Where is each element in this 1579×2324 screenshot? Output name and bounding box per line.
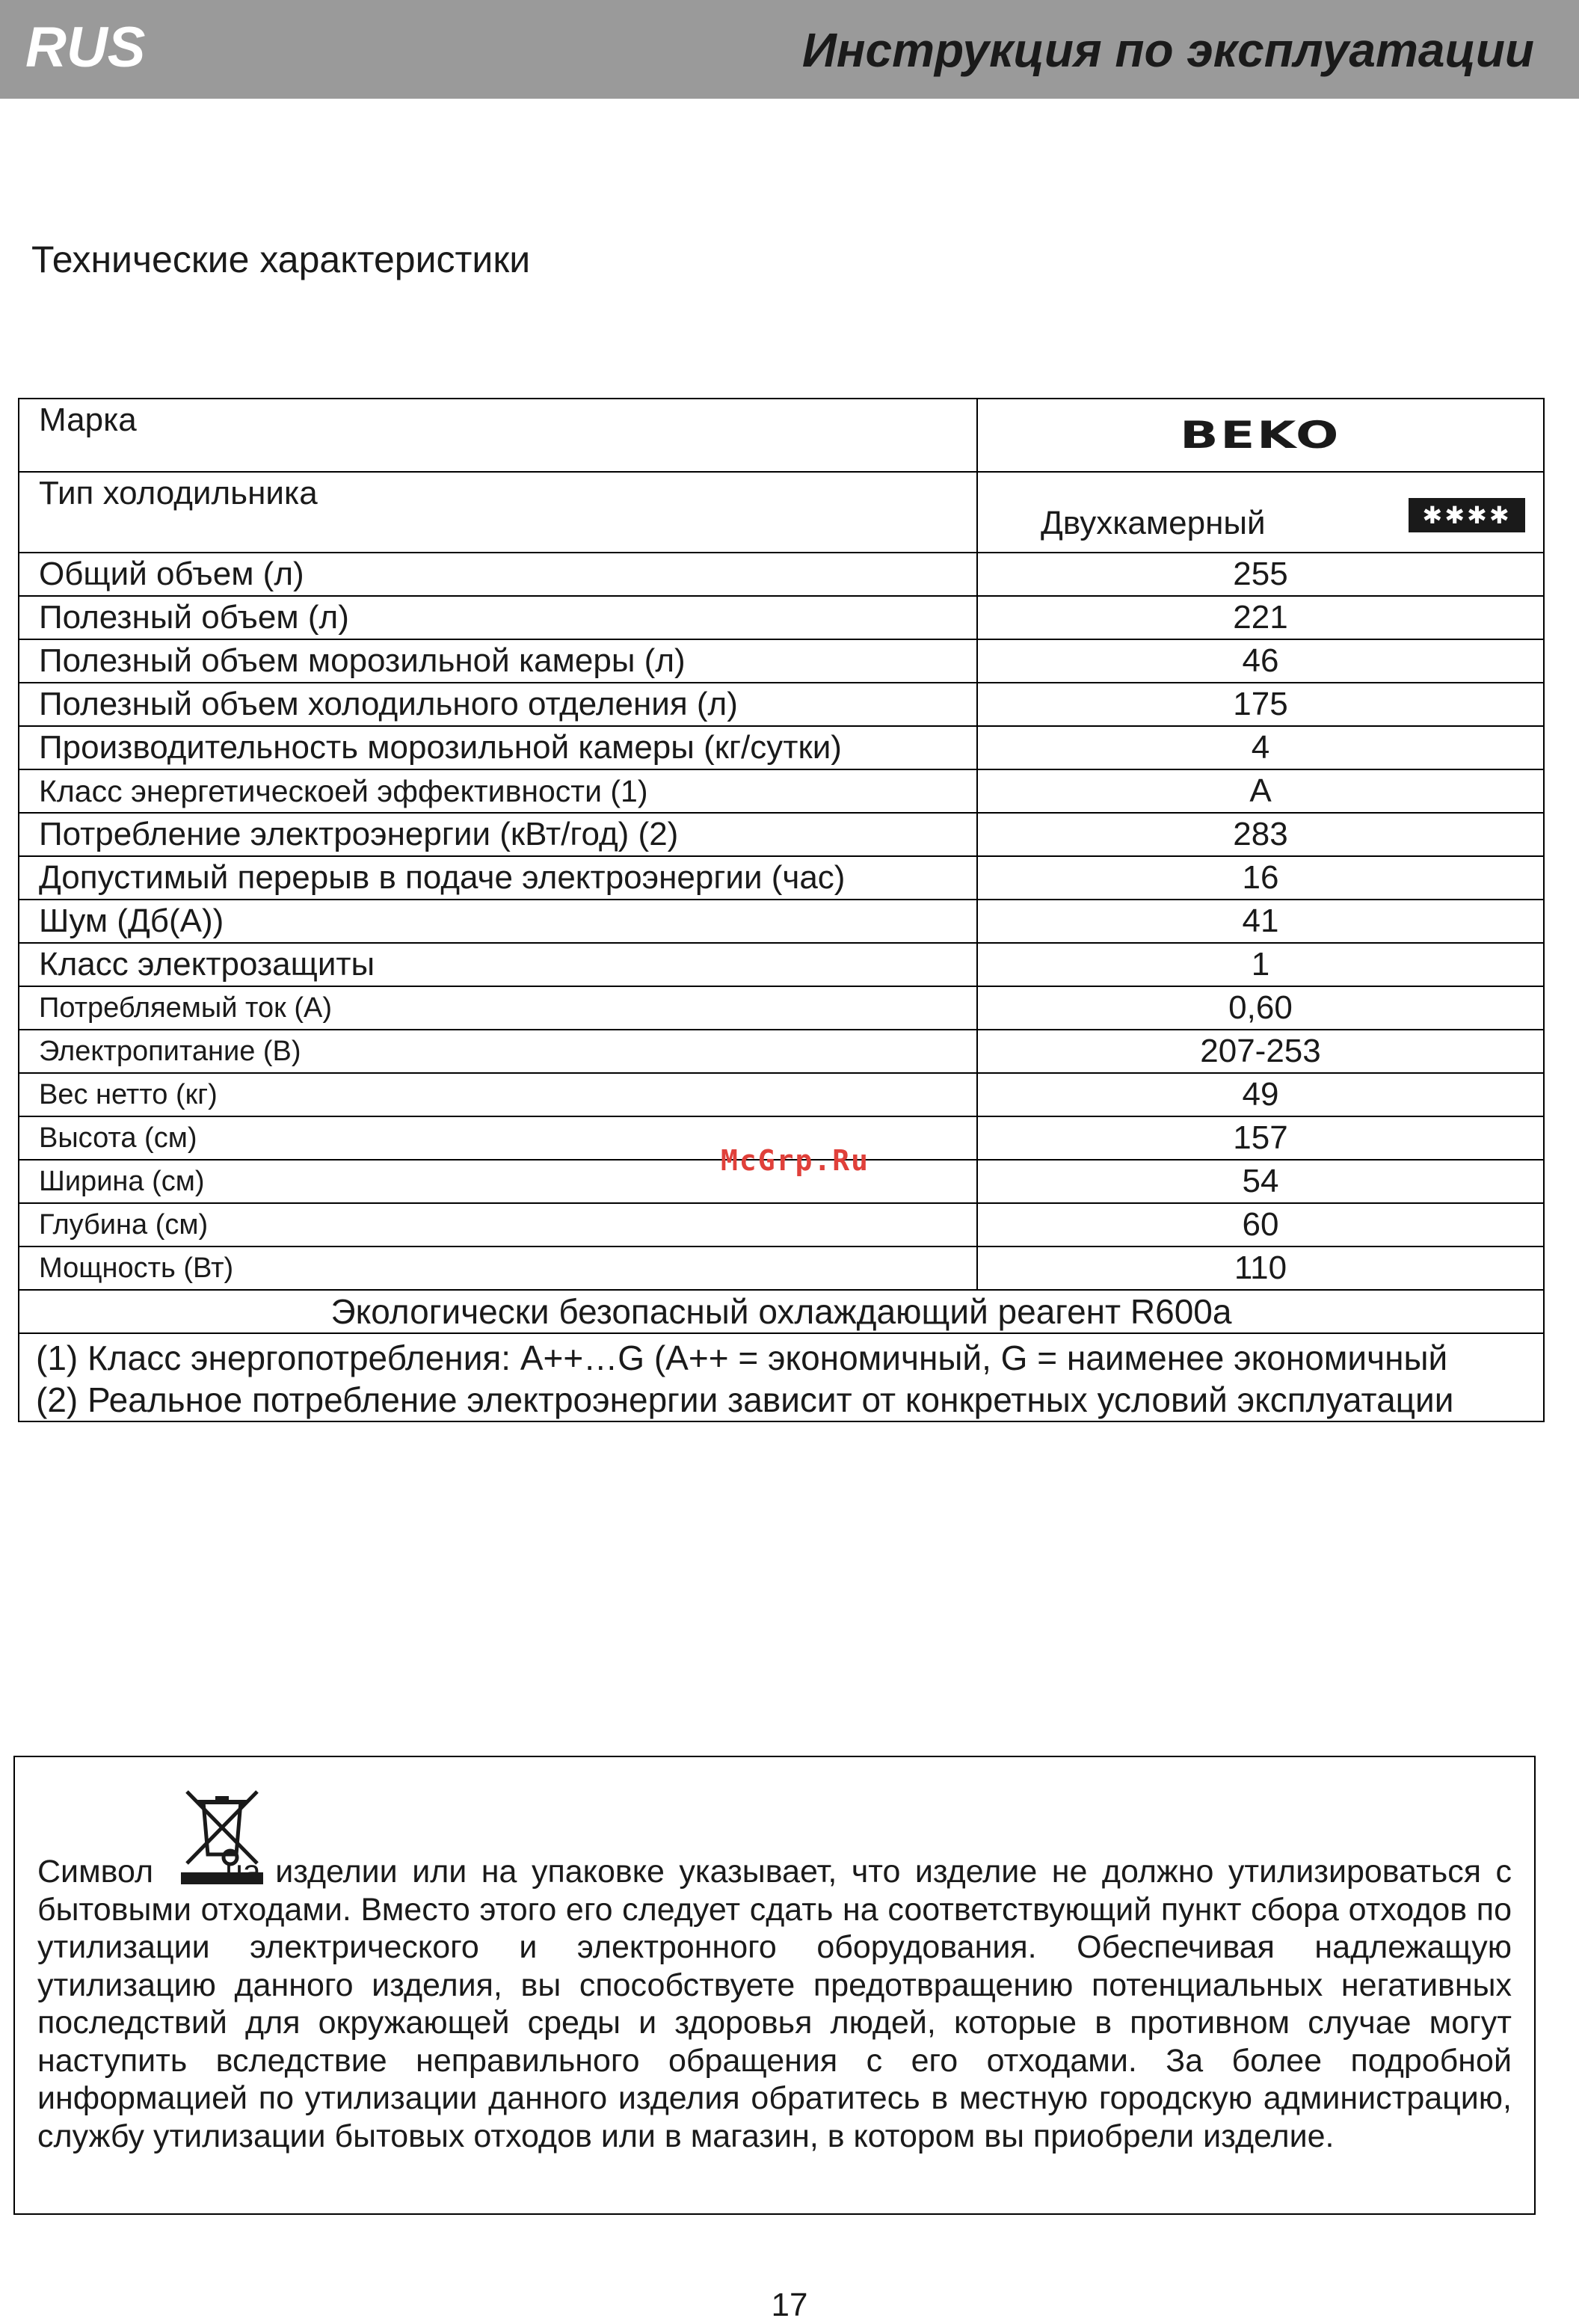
spec-label: Ширина (см)	[19, 1160, 977, 1203]
table-row	[19, 943, 1544, 986]
spec-value: 0,60	[977, 986, 1544, 1030]
table-row	[19, 813, 1544, 856]
table-row	[19, 639, 1544, 683]
weee-notice-box	[13, 1756, 1536, 2215]
spec-value: 157	[977, 1116, 1544, 1160]
weee-body: на изделии или на упаковке указывает, что изделие не должно утилизироваться с бытовыми отходами. Вместо этого его следует сдать на соответствующий пункт сбора отходов по утилизации электрического и электронного оборудования. Обеспечивая надлежащую утилизацию данного изделия, вы способствуете предотвращению потенциальных негативных последствий для окружающей среды и здоровья людей, которые в противном случае могут наступить вследствие неправильного обращения с его отходами. За более подробной информацией по утилизации данного изделия обратитесь в местную городскую администрацию, службу утилизации бытовых отходов или в магазин, в котором вы приобрели изделие.	[37, 1854, 1512, 2154]
table-row-eco	[19, 1290, 1544, 1333]
brand-label: Марка	[19, 399, 977, 472]
table-row-notes	[19, 1333, 1544, 1421]
spec-label: Высота (см)	[19, 1116, 977, 1160]
spec-label: Мощность (Вт)	[19, 1246, 977, 1290]
spec-label: Общий объем (л)	[19, 553, 977, 596]
spec-label: Полезный объем (л)	[19, 596, 977, 639]
spec-value: 175	[977, 683, 1544, 726]
spec-label: Потребляемый ток (А)	[19, 986, 977, 1030]
table-row	[19, 1073, 1544, 1116]
table-row	[19, 1246, 1544, 1290]
language-code: RUS	[25, 16, 146, 79]
footnote-2: (2) Реальное потребление электроэнергии зависит от конкретных условий эксплуатации	[36, 1380, 1454, 1419]
spec-value: 4	[977, 726, 1544, 769]
spec-value: 49	[977, 1073, 1544, 1116]
spec-value: 41	[977, 900, 1544, 943]
footnote-1: (1) Класс энергопотребления: A++…G (A++ = экономичный, G = наименее экономичный	[36, 1338, 1448, 1377]
spec-label: Класс энергетическоей эффективности (1)	[19, 769, 977, 813]
spec-value: 1	[977, 943, 1544, 986]
table-row	[19, 596, 1544, 639]
table-row	[19, 683, 1544, 726]
spec-label: Полезный объем холодильного отделения (л)	[19, 683, 977, 726]
spec-label: Электропитание (В)	[19, 1030, 977, 1073]
spec-value: 221	[977, 596, 1544, 639]
type-label: Тип холодильника	[19, 472, 977, 553]
table-row-type	[19, 472, 1544, 553]
table-row	[19, 553, 1544, 596]
table-row	[19, 856, 1544, 900]
spec-value: 46	[977, 639, 1544, 683]
section-title: Технические характеристики	[31, 239, 531, 280]
spec-value: 255	[977, 553, 1544, 596]
table-row	[19, 726, 1544, 769]
table-row	[19, 1030, 1544, 1073]
header-bar	[0, 0, 1579, 99]
weee-notice-text	[37, 1853, 1512, 2155]
eco-refrigerant-note: Экологически безопасный охлаждающий реагент R600a	[19, 1290, 1544, 1333]
freezer-star-rating-icon: ✱✱✱✱	[1409, 498, 1525, 532]
page-number: 17	[771, 2287, 808, 2323]
type-cell	[977, 472, 1544, 553]
table-row	[19, 986, 1544, 1030]
spec-value: 207-253	[977, 1030, 1544, 1073]
table-row-brand	[19, 399, 1544, 472]
brand-cell	[977, 399, 1544, 472]
spec-label: Полезный объем морозильной камеры (л)	[19, 639, 977, 683]
beko-logo: BEKO	[1180, 414, 1341, 457]
table-row	[19, 769, 1544, 813]
spec-value: 60	[977, 1203, 1544, 1246]
manual-title: Инструкция по эксплуатации	[801, 23, 1534, 77]
spec-value: 54	[977, 1160, 1544, 1203]
spec-label: Класс электрозащиты	[19, 943, 977, 986]
weee-prefix: Символ	[37, 1854, 154, 1890]
spec-label: Вес нетто (кг)	[19, 1073, 977, 1116]
table-row	[19, 900, 1544, 943]
spec-label: Глубина (см)	[19, 1203, 977, 1246]
spec-table	[18, 398, 1545, 1422]
type-value: Двухкамерный	[1041, 505, 1266, 541]
spec-label: Шум (Дб(А))	[19, 900, 977, 943]
spec-value: A	[977, 769, 1544, 813]
table-row	[19, 1203, 1544, 1246]
spec-label: Производительность морозильной камеры (кг/сутки)	[19, 726, 977, 769]
spec-value: 16	[977, 856, 1544, 900]
spec-value: 283	[977, 813, 1544, 856]
spec-value: 110	[977, 1246, 1544, 1290]
spec-label: Допустимый перерыв в подаче электроэнергии (час)	[19, 856, 977, 900]
spec-label: Потребление электроэнергии (кВт/год) (2)	[19, 813, 977, 856]
watermark: McGrp.Ru	[721, 1144, 870, 1177]
footnotes-cell	[19, 1333, 1544, 1421]
